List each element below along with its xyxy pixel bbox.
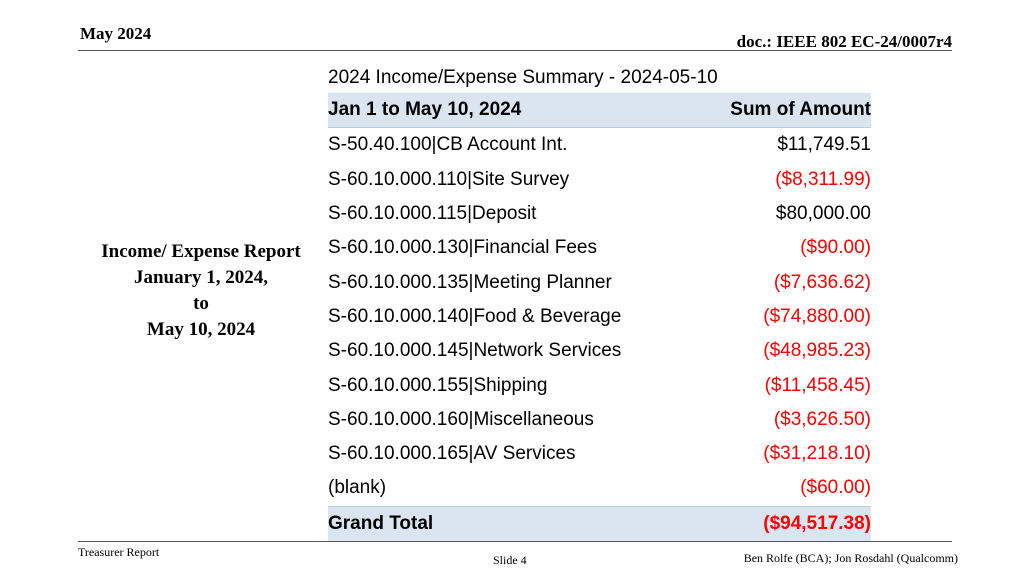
row-label: S-50.40.100|CB Account Int.: [328, 134, 568, 156]
header-divider: [78, 50, 952, 51]
table-title: 2024 Income/Expense Summary - 2024-05-10: [328, 67, 718, 88]
table-row: [328, 334, 871, 368]
row-amount: ($74,880.00): [763, 305, 871, 327]
table-row: [328, 300, 871, 334]
table-row: [328, 128, 871, 162]
row-label: S-60.10.000.160|Miscellaneous: [328, 408, 594, 430]
table-row: [328, 437, 871, 471]
grand-total-label: Grand Total: [328, 512, 434, 534]
side-title-line-2: January 1, 2024,: [133, 267, 269, 288]
grand-total-row: [328, 506, 871, 541]
row-amount: $80,000.00: [775, 203, 871, 225]
row-label: (blank): [328, 477, 387, 499]
slide-number: Slide 4: [493, 553, 527, 567]
row-amount: ($48,985.23): [763, 340, 871, 362]
row-label: S-60.10.000.110|Site Survey: [328, 168, 570, 190]
table-row: [328, 368, 871, 402]
row-label: S-60.10.000.140|Food & Beverage: [328, 305, 622, 327]
footer-authors: Ben Rolfe (BCA); Jon Rosdahl (Qualcomm): [743, 551, 958, 565]
side-title-line-3: to: [193, 293, 209, 314]
row-amount: ($90.00): [800, 237, 871, 259]
column-header-amount: Sum of Amount: [730, 99, 871, 121]
row-amount: ($11,458.45): [764, 374, 871, 396]
header-doc-id: doc.: IEEE 802 EC-24/0007r4: [736, 32, 952, 51]
row-amount: ($3,626.50): [773, 408, 871, 430]
footer-left: Treasurer Report: [78, 545, 160, 559]
row-label: S-60.10.000.165|AV Services: [328, 443, 576, 465]
report-side-title: [86, 239, 316, 343]
row-amount: $11,749.51: [777, 134, 871, 156]
table-body: [328, 128, 871, 505]
footer-divider: [78, 541, 952, 542]
row-amount: ($8,311.99): [775, 168, 871, 190]
header-date: May 2024: [80, 24, 152, 43]
row-label: S-60.10.000.130|Financial Fees: [328, 237, 597, 259]
row-amount: ($7,636.62): [773, 271, 871, 293]
side-title-line-4: May 10, 2024: [146, 319, 256, 340]
table-header-row: [328, 93, 871, 128]
income-expense-table: [328, 63, 871, 541]
table-row: [328, 231, 871, 265]
row-label: S-60.10.000.135|Meeting Planner: [328, 271, 612, 293]
table-row: [328, 265, 871, 299]
row-label: S-60.10.000.145|Network Services: [328, 340, 622, 362]
row-label: S-60.10.000.155|Shipping: [328, 374, 548, 396]
column-header-period: Jan 1 to May 10, 2024: [328, 99, 522, 121]
table-row: [328, 163, 871, 197]
row-amount: ($60.00): [800, 477, 871, 499]
table-row: [328, 197, 871, 231]
grand-total-amount: ($94,517.38): [763, 512, 871, 534]
row-amount: ($31,218.10): [763, 443, 871, 465]
side-title-line-1: Income/ Expense Report: [101, 241, 301, 262]
table-row: [328, 471, 871, 505]
row-label: S-60.10.000.115|Deposit: [328, 203, 537, 225]
table-row: [328, 403, 871, 437]
